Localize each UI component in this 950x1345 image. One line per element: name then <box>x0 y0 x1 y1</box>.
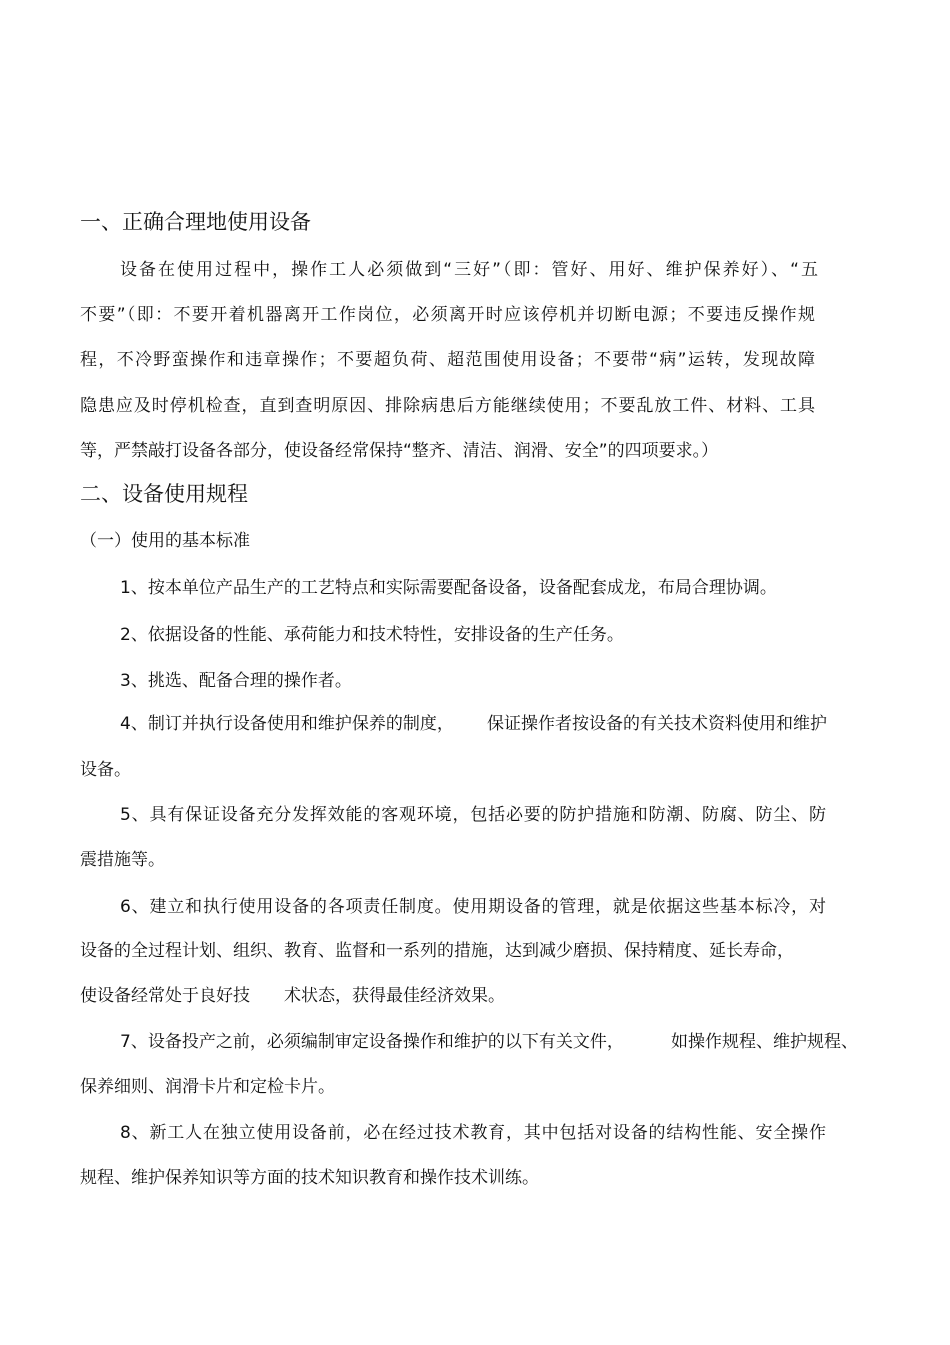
list-item-3-line: 3、挑选、配备合理的操作者。 <box>120 671 352 691</box>
list-item-8-line: 8、新工人在独立使用设备前，必在经过技术教育，其中包括对设备的结构性能、安全操作 <box>120 1123 826 1143</box>
list-item-4-line: 设备。 <box>80 760 131 780</box>
section1-line: 设备在使用过程中，操作工人必须做到“三好”（即：管好、用好、维护保养好）、“五 <box>120 260 818 280</box>
list-item-2-line: 2、依据设备的性能、承荷能力和技术特性，安排设备的生产任务。 <box>120 625 624 645</box>
section1-line: 不要”（即：不要开着机器离开工作岗位，必须离开时应该停机并切断电源；不要违反操作规 <box>80 305 815 325</box>
list-item-5-line: 5、具有保证设备充分发挥效能的客观环境，包括必要的防护措施和防潮、防腐、防尘、防 <box>120 805 826 825</box>
list-item-8-line: 规程、维护保养知识等方面的技术知识教育和操作技术训练。 <box>80 1168 539 1188</box>
list-item-7-line: 保养细则、润滑卡片和定检卡片。 <box>80 1077 335 1097</box>
section1-heading: 一、正确合理地使用设备 <box>80 210 311 234</box>
list-item-6-line: 术状态，获得最佳经济效果。 <box>284 986 505 1006</box>
list-item-4-line: 4、制订并执行设备使用和维护保养的制度， <box>120 714 454 734</box>
section2-heading: 二、设备使用规程 <box>80 482 248 506</box>
list-item-6-line: 6、建立和执行使用设备的各项责任制度。使用期设备的管理，就是依据这些基本标冷，对 <box>120 897 826 917</box>
list-item-7-line: 7、设备投产之前，必须编制审定设备操作和维护的以下有关文件， <box>120 1032 624 1052</box>
list-item-5-line: 震措施等。 <box>80 850 165 870</box>
section1-line: 等，严禁敲打设备各部分，使设备经常保持“整齐、清洁、润滑、安全”的四项要求。） <box>80 441 719 461</box>
list-item-6-line: 使设备经常处于良好技 <box>80 986 250 1006</box>
list-item-1-line: 1、按本单位产品生产的工艺特点和实际需要配备设备，设备配套成龙，布局合理协调。 <box>120 578 777 598</box>
section1-line: 程，不冷野蛮操作和违章操作；不要超负荷、超范围使用设备；不要带“病”运转，发现故障 <box>80 350 815 370</box>
list-item-7-line: 如操作规程、维护规程、 <box>671 1032 858 1052</box>
list-item-6-line: 设备的全过程计划、组织、教育、监督和一系列的措施，达到减少磨损、保持精度、延长寿命， <box>80 941 794 961</box>
list-item-4-line: 保证操作者按设备的有关技术资料使用和维护 <box>487 714 827 734</box>
section1-line: 隐患应及时停机检查，直到查明原因、排除病患后方能继续使用；不要乱放工件、材料、工具 <box>80 396 815 416</box>
section2-subheading: （一）使用的基本标准 <box>80 531 250 551</box>
